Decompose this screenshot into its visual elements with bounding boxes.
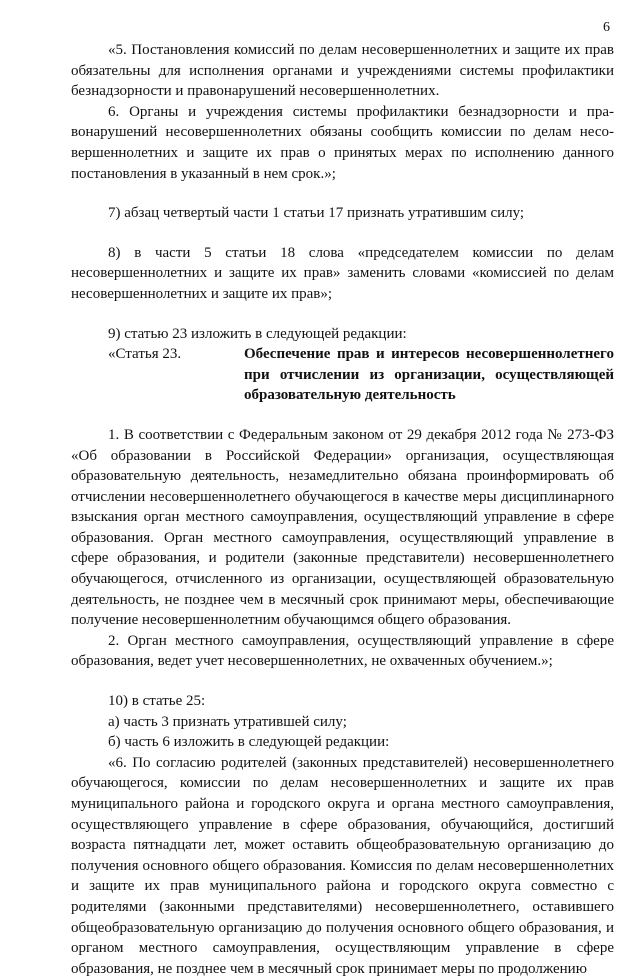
paragraph-spacer [71, 672, 614, 691]
paragraph-spacer [71, 406, 614, 425]
paragraph-item-10b: б) часть 6 изложить в следующей редакции: [108, 734, 390, 751]
article-title: Обеспечение прав и интересов несовершеннолетнего при отчислении из организации, осуществляющей образовательную деятельность [244, 346, 614, 404]
paragraph-item-10: 10) в статье 25: [108, 693, 206, 710]
paragraph-spacer [71, 184, 614, 203]
paragraph-article-23-part-1: 1. В соответствии с Федеральным законом от 29 декабря 2012 года № 273-ФЗ «Об образовании в Российской Федерации» организация, осуществляющая образовательную деятельность, незамедлительно обязана проинформировать об отчислении несовершеннолетнего обучающегося в качестве меры дисциплинарного взыскания орган местного самоуправления, осуществляющий управление в сфере образования. Орган местного самоуправления, осуществляющий управление в сфере образования, и родители (законные представители) несовершеннолетнего обучающегося, отчисленного из организации, осуществляющей образовательную деятельность, не позднее чем в месячный срок принимают меры, обеспечивающие получение несовершеннолетним обучающимся общего образования. [71, 426, 614, 629]
paragraph-decision-binding: «5. Постановления комиссий по делам несовершеннолетних и защите их прав обязательны для исполнения органами и учреждениями системы профилактики безнадзорности и правонарушений несовершеннолетних. [71, 42, 614, 100]
paragraph-spacer [71, 305, 614, 324]
paragraph-report-obligation: 6. Органы и учреждения системы профилактики безнадзорности и пра-вонарушений несовершеннолетних обязаны сообщить комиссии по делам несо-вершеннолетних и защите их прав о принятых мерах по исполнению данного постановления в указанный в нем срок.»; [71, 103, 614, 182]
paragraph-item-7: 7) абзац четвертый части 1 статьи 17 признать утратившим силу; [108, 205, 525, 222]
article-label: «Статья 23. [108, 346, 182, 363]
page-number: 6 [603, 20, 610, 35]
paragraph-item-8: 8) в части 5 статьи 18 слова «председателем комиссии по делам несовершеннолетних и защите их прав» заменить словами «комиссией по делам несовершеннолетних и защите их прав»; [71, 244, 614, 302]
document-body [71, 40, 614, 979]
paragraph-spacer [71, 224, 614, 243]
paragraph-item-10a: а) часть 3 признать утратившей силу; [108, 713, 347, 730]
paragraph-article-25-part-6: «6. По согласию родителей (законных представителей) несовершеннолетнего обучающегося, комиссии по делам несовершеннолетних и защите их прав муниципального района и городского округа и органа местного самоуправления, осуществляющего управление в сфере образования, обучающийся, достигший возраста пятнадцати лет, может оставить общеобразовательную организацию до получения основного общего образования. Комиссия по делам несовершеннолетних и защите их прав муниципального района и городского округа совместно с родителями (законными представителями) несовершеннолетнего, оставившего общеобразовательную организацию до получения основного общего образования, и органом местного самоуправления, осуществляющим управление в сфере образования, не позднее чем в месячный срок принимает меры по продолжению [71, 754, 614, 977]
paragraph-article-23-part-2: 2. Орган местного самоуправления, осуществляющий управление в сфере образования, ведет учет несовершеннолетних, не охваченных обучением.»; [71, 632, 614, 670]
paragraph-item-9: 9) статью 23 изложить в следующей редакции: [108, 325, 407, 342]
article-heading [71, 344, 614, 406]
